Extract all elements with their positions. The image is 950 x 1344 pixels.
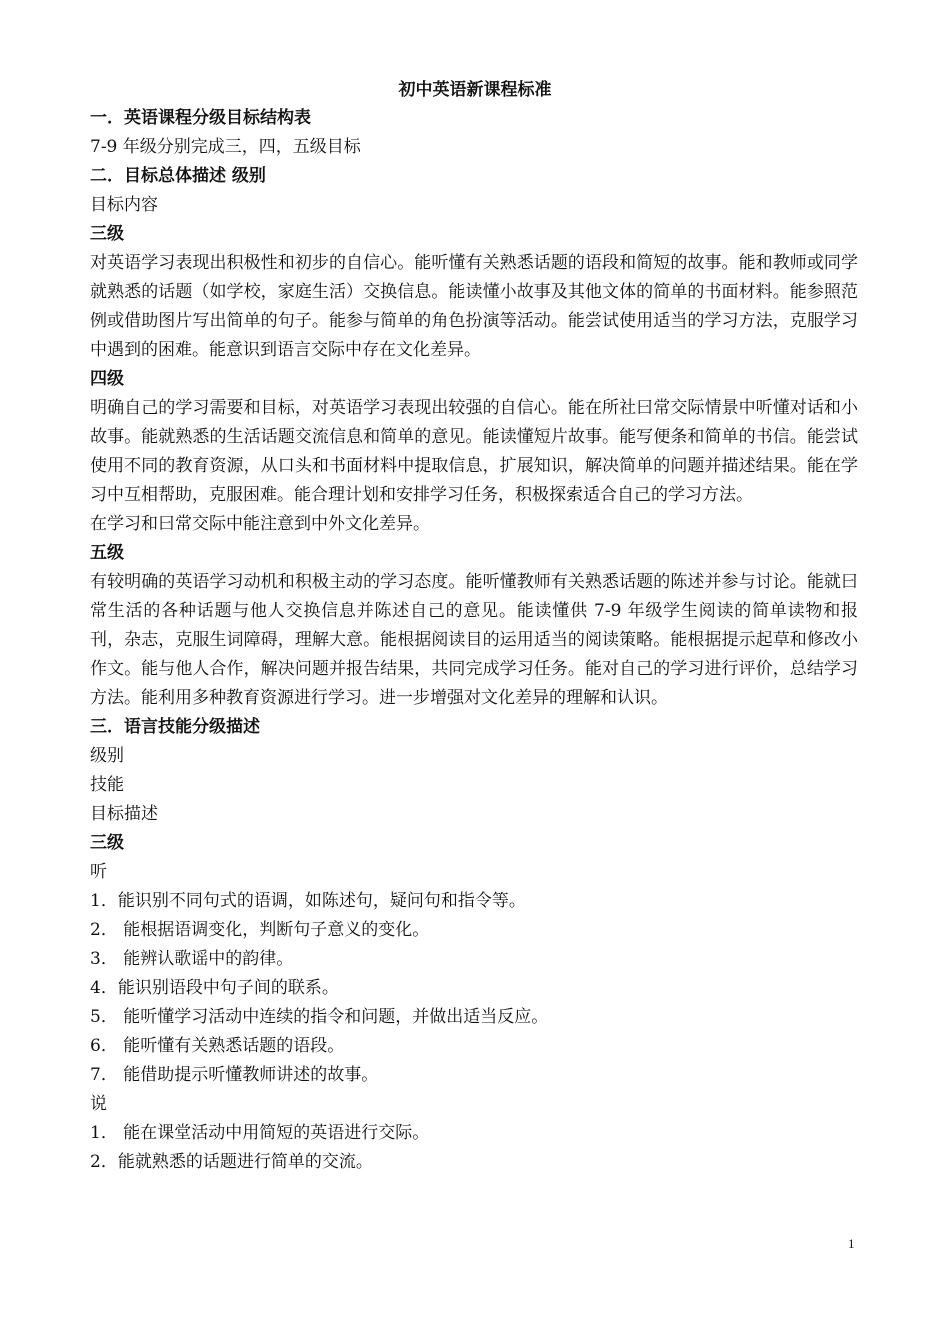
page-number: 1 bbox=[848, 1236, 855, 1251]
list-item: 7． 能借助提示听懂教师讲述的故事。 bbox=[90, 1065, 379, 1085]
list-item: 6． 能听懂有关熟悉话题的语段。 bbox=[90, 1036, 345, 1056]
list-item: 1．能识别不同句式的语调，如陈述句，疑问句和指令等。 bbox=[90, 891, 526, 911]
level-3-description: 对英语学习表现出积极性和初步的自信心。能听懂有关熟悉话题的语段和简短的故事。能和教师或同学就熟悉的话题（如学校，家庭生活）交换信息。能读懂小故事及其他文体的简单的书面材料。能参照范例或借助图片写出简单的句子。能参与简单的角色扮演等活动。能尝试使用适当的学习方法，克服学习中遇到的困难。能意识到语言交际中存在文化差异。 bbox=[90, 253, 858, 360]
section-2-heading: 二．目标总体描述 级别 bbox=[90, 166, 266, 186]
column-skill-label: 技能 bbox=[90, 775, 124, 795]
list-item: 1． 能在课堂活动中用简短的英语进行交际。 bbox=[90, 1123, 430, 1143]
level-5-heading: 五级 bbox=[90, 543, 124, 563]
list-item: 4．能识别语段中句子间的联系。 bbox=[90, 978, 339, 998]
column-goal-label: 目标描述 bbox=[90, 804, 158, 824]
list-item: 5． 能听懂学习活动中连续的指令和问题，并做出适当反应。 bbox=[90, 1007, 549, 1027]
document-title: 初中英语新课程标准 bbox=[398, 80, 552, 100]
document-body bbox=[90, 104, 858, 1177]
section-3-heading: 三．语言技能分级描述 bbox=[90, 717, 260, 737]
section-1-heading: 一．英语课程分级目标结构表 bbox=[90, 108, 311, 128]
level-4-description: 明确自己的学习需要和目标，对英语学习表现出较强的自信心。能在所社曰常交际情景中听懂对话和小故事。能就熟悉的生活话题交流信息和简单的意见。能读懂短片故事。能写便条和简单的书信。能尝试使用不同的教育资源，从口头和书面材料中提取信息，扩展知识，解决简单的问题并描述结果。能在学习中互相帮助，克服困难。能合理计划和安排学习任务，积极探索适合自己的学习方法。 bbox=[90, 398, 858, 505]
level-4-heading: 四级 bbox=[90, 369, 124, 389]
level-3-heading: 三级 bbox=[90, 224, 124, 244]
skills-level-3-heading: 三级 bbox=[90, 833, 124, 853]
level-5-description: 有较明确的英语学习动机和积极主动的学习态度。能听懂教师有关熟悉话题的陈述并参与讨论。能就曰常生活的各种话题与他人交换信息并陈述自己的意见。能读懂供 7-9 年级学生阅读的简单读物和报刊，杂志，克服生词障碍，理解大意。能根据阅读目的运用适当的阅读策略。能根据提示起草和修改小作文。能与他人合作，解决问题并报告结果，共同完成学习任务。能对自己的学习进行评价，总结学习方法。能利用多种教育资源进行学习。进一步增强对文化差异的理解和认识。 bbox=[90, 572, 858, 708]
list-item: 2．能就熟悉的话题进行简单的交流。 bbox=[90, 1152, 373, 1172]
speaking-label: 说 bbox=[90, 1094, 107, 1114]
section-2-text: 目标内容 bbox=[90, 195, 158, 215]
column-level-label: 级别 bbox=[90, 746, 124, 766]
list-item: 2． 能根据语调变化，判断句子意义的变化。 bbox=[90, 920, 430, 940]
list-item: 3． 能辨认歌谣中的韵律。 bbox=[90, 949, 294, 969]
listening-label: 听 bbox=[90, 862, 107, 882]
section-1-text: 7-9 年级分别完成三，四，五级目标 bbox=[90, 137, 361, 157]
level-4-note: 在学习和曰常交际中能注意到中外文化差异。 bbox=[90, 514, 430, 534]
